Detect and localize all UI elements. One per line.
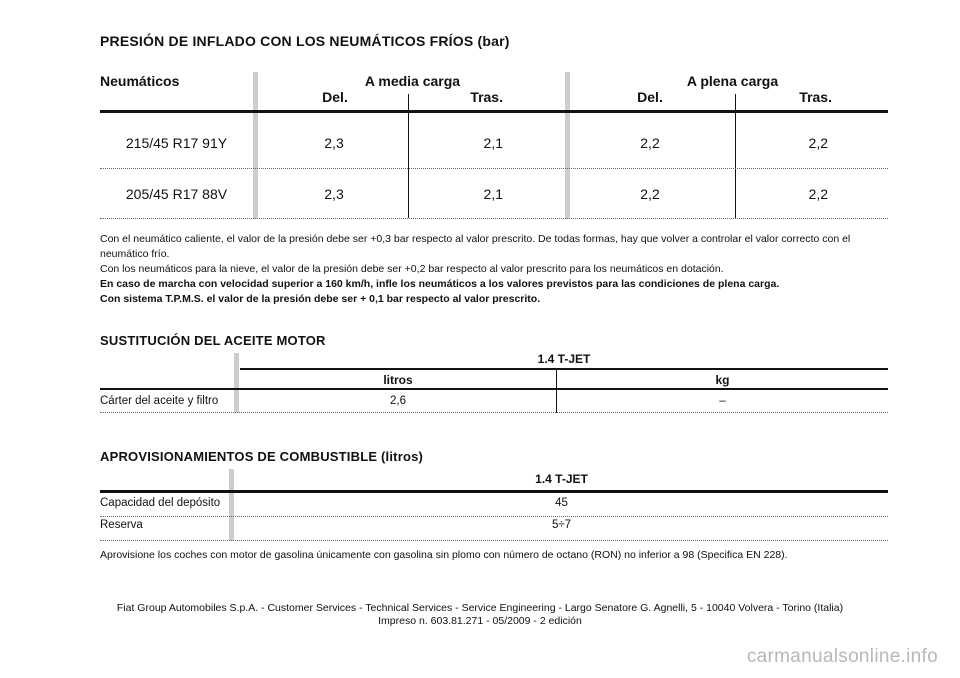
fuel-section-title	[100, 449, 423, 464]
fuel-header-rule	[100, 490, 888, 493]
footer-print-info: Impreso n. 603.81.271 - 05/2009 - 2 edición	[378, 615, 582, 627]
oil-col-litros: litros	[383, 373, 413, 387]
fuel-grey-separator	[229, 469, 234, 541]
fuel-title-text: APROVISIONAMIENTOS DE COMBUSTIBLE	[100, 449, 378, 464]
tire-note-hot: Con el neumático caliente, el valor de la presión debe ser +0,3 bar respecto al valor prescrito. De todas formas, hay que volver a controlar el valor correcto con el neumático frío.	[100, 233, 851, 260]
tire-row-2-half-tras: 2,1	[483, 186, 503, 202]
tire-row-1-half-tras: 2,1	[483, 135, 503, 151]
tire-row-1-half-del: 2,3	[324, 135, 344, 151]
tire-row-divider	[100, 168, 888, 169]
col-full-load-header: A plena carga	[686, 73, 779, 89]
tire-title-unit: (bar)	[477, 33, 510, 49]
oil-row-litros: 2,6	[390, 395, 406, 407]
tire-row-2-half-del: 2,3	[324, 186, 344, 202]
fuel-row-1-label: Capacidad del depósito	[100, 497, 221, 509]
oil-engine-header: 1.4 T-JET	[537, 352, 591, 366]
fuel-table-bottom	[100, 540, 888, 541]
tire-grey-separator-1	[253, 72, 258, 219]
fuel-title-unit: (litros)	[381, 449, 424, 464]
fuel-note: Aprovisione los coches con motor de gasolina únicamente con gasolina sin plomo con número de octano (RON) no inferior a 98 (Specifica EN 228).	[100, 549, 788, 561]
tire-row-2-size: 205/45 R17 88V	[125, 186, 228, 202]
oil-col-kg: kg	[715, 373, 730, 387]
oil-row-label: Cárter del aceite y filtro	[100, 395, 219, 407]
tire-table-bottom	[100, 218, 888, 219]
full-tras-header: Tras.	[799, 89, 832, 105]
half-tras-header: Tras.	[470, 89, 503, 105]
full-del-header: Del.	[637, 89, 663, 105]
tire-note-tpms: Con sistema T.P.M.S. el valor de la presión debe ser + 0,1 bar respecto al valor prescrito.	[100, 293, 541, 305]
tire-row-2-full-tras: 2,2	[808, 186, 828, 202]
footer-address: Fiat Group Automobiles S.p.A. - Customer Services - Technical Services - Service Engineering - Largo Senatore G. Agnelli, 5 - 10040 Volvera - Torino (Italia)	[116, 602, 844, 614]
tire-row-1-full-del: 2,2	[640, 135, 660, 151]
tire-note-speed: En caso de marcha con velocidad superior a 160 km/h, infle los neumáticos a los valores previstos para las condiciones de plena carga.	[100, 278, 780, 290]
col-half-load-header: A media carga	[364, 73, 461, 89]
oil-section-title: SUSTITUCIÓN DEL ACEITE MOTOR	[100, 333, 326, 348]
oil-table-bottom	[100, 412, 888, 413]
fuel-row-2-label: Reserva	[100, 519, 143, 531]
oil-row-kg: –	[719, 395, 726, 407]
tire-grey-separator-2	[565, 72, 570, 219]
oil-grey-separator	[234, 353, 239, 413]
fuel-row-2-value: 5÷7	[551, 519, 572, 531]
oil-engine-rule	[240, 368, 888, 370]
tire-title-text: PRESIÓN DE INFLADO CON LOS NEUMÁTICOS FRÍOS	[100, 33, 474, 49]
half-del-header: Del.	[322, 89, 348, 105]
fuel-engine-header: 1.4 T-JET	[535, 472, 588, 486]
tire-header-rule	[100, 110, 888, 113]
tire-pressure-title	[100, 33, 510, 49]
col-tires-header: Neumáticos	[100, 73, 180, 89]
fuel-row-1-value: 45	[555, 497, 568, 509]
tire-row-1-full-tras: 2,2	[808, 135, 828, 151]
watermark-text: carmanualsonline.info	[746, 646, 938, 667]
tire-row-2-full-del: 2,2	[640, 186, 660, 202]
tire-row-1-size: 215/45 R17 91Y	[125, 135, 228, 151]
tire-note-snow: Con los neumáticos para la nieve, el valor de la presión debe ser +0,2 bar respecto al valor prescrito para los neumáticos en dotación.	[100, 263, 724, 275]
fuel-row-divider	[100, 516, 888, 517]
oil-header-rule	[100, 388, 888, 390]
